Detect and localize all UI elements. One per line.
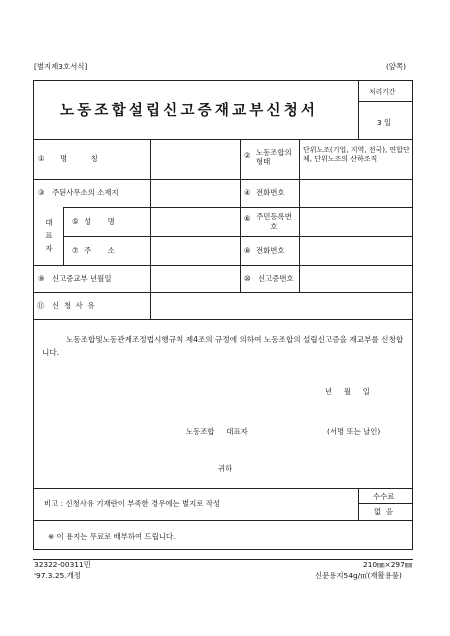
rep-addr-label: 주 소: [84, 246, 115, 255]
cert-no-value-field[interactable]: [300, 266, 412, 291]
reason-label: 신 청 사 유: [52, 301, 95, 310]
issue-date-num: ⑨: [38, 274, 45, 283]
reason-num: ⑪: [37, 301, 45, 310]
paper-spec: 신문용지54g/㎡(재활용품): [315, 571, 402, 580]
rep-name-label: 성 명: [84, 217, 115, 226]
signature-field[interactable]: [260, 424, 320, 438]
address-value-field[interactable]: [151, 180, 239, 206]
rep-id-value-field[interactable]: [300, 208, 412, 235]
cert-no-num: ⑩: [244, 274, 251, 283]
issue-date-label: 신고증교부 년월일: [52, 274, 112, 283]
phone2-label: 전화번호: [256, 246, 285, 255]
rep-id-num: ⑥: [244, 214, 251, 223]
applicant-label: 노동조합 대표자: [186, 427, 248, 436]
rep-name-num: ⑤: [72, 217, 79, 226]
name-label: 명 칭: [60, 154, 98, 163]
org-type-num: ②: [244, 151, 251, 160]
phone1-num: ④: [244, 188, 251, 197]
org-type-options: 단위노조(기업, 지역, 전국), 연합단체, 단위노조의 산하조직: [303, 146, 410, 163]
page-side: (앞쪽): [386, 62, 407, 71]
name-num: ①: [38, 154, 45, 163]
cert-no-label: 신고증번호: [258, 274, 294, 283]
rep-name-value-field[interactable]: [151, 208, 239, 235]
phone1-label: 전화번호: [256, 188, 285, 197]
issue-date-value-field[interactable]: [151, 266, 239, 291]
sign-label: (서명 또는 날인): [327, 427, 381, 436]
remark-note: 비고 : 신청사유 기재란이 부족한 경우에는 별지로 작성: [44, 499, 221, 508]
form-id: [별지제3호서식]: [34, 62, 88, 71]
phone2-value-field[interactable]: [300, 237, 412, 264]
phone1-value-field[interactable]: [300, 180, 412, 206]
phone2-num: ⑧: [244, 246, 251, 255]
statement-text: 노동조합및노동관계조정법시행규칙 제4조의 규정에 의하여 노동조합의 설립신고증을 재교부를 신청합니다.: [42, 335, 404, 357]
paper-size: 210㎜×297㎜: [363, 560, 413, 569]
address-num: ③: [38, 188, 45, 197]
free-distribution-note: ※ 이 용지는 무료로 배부하여 드립니다.: [48, 532, 176, 541]
form-code: 32322-00311민: [34, 560, 91, 569]
fee-value: 없 음: [374, 507, 393, 516]
name-value-field[interactable]: [151, 140, 239, 178]
processing-period-label: 처리기간: [369, 88, 396, 96]
address-label: 주된사무소의 소재지: [52, 188, 119, 197]
processing-period-value: 3 일: [377, 118, 392, 127]
representative-label: 대 표 자: [45, 218, 53, 253]
form-title: 노동조합설립신고증재교부신청서: [60, 103, 319, 119]
rep-addr-value-field[interactable]: [151, 237, 239, 264]
org-type-label: 노동조합의 형태: [256, 148, 292, 166]
date-line: 년 월 일: [325, 387, 370, 396]
addressee-label: 귀하: [218, 464, 233, 473]
rep-addr-num: ⑦: [72, 246, 79, 255]
rep-id-label: 주민등록번호: [256, 212, 292, 231]
fee-label: 수수료: [373, 492, 395, 501]
reason-value-field[interactable]: [151, 293, 412, 318]
revision-date: '97.3.25.개정: [34, 571, 81, 580]
